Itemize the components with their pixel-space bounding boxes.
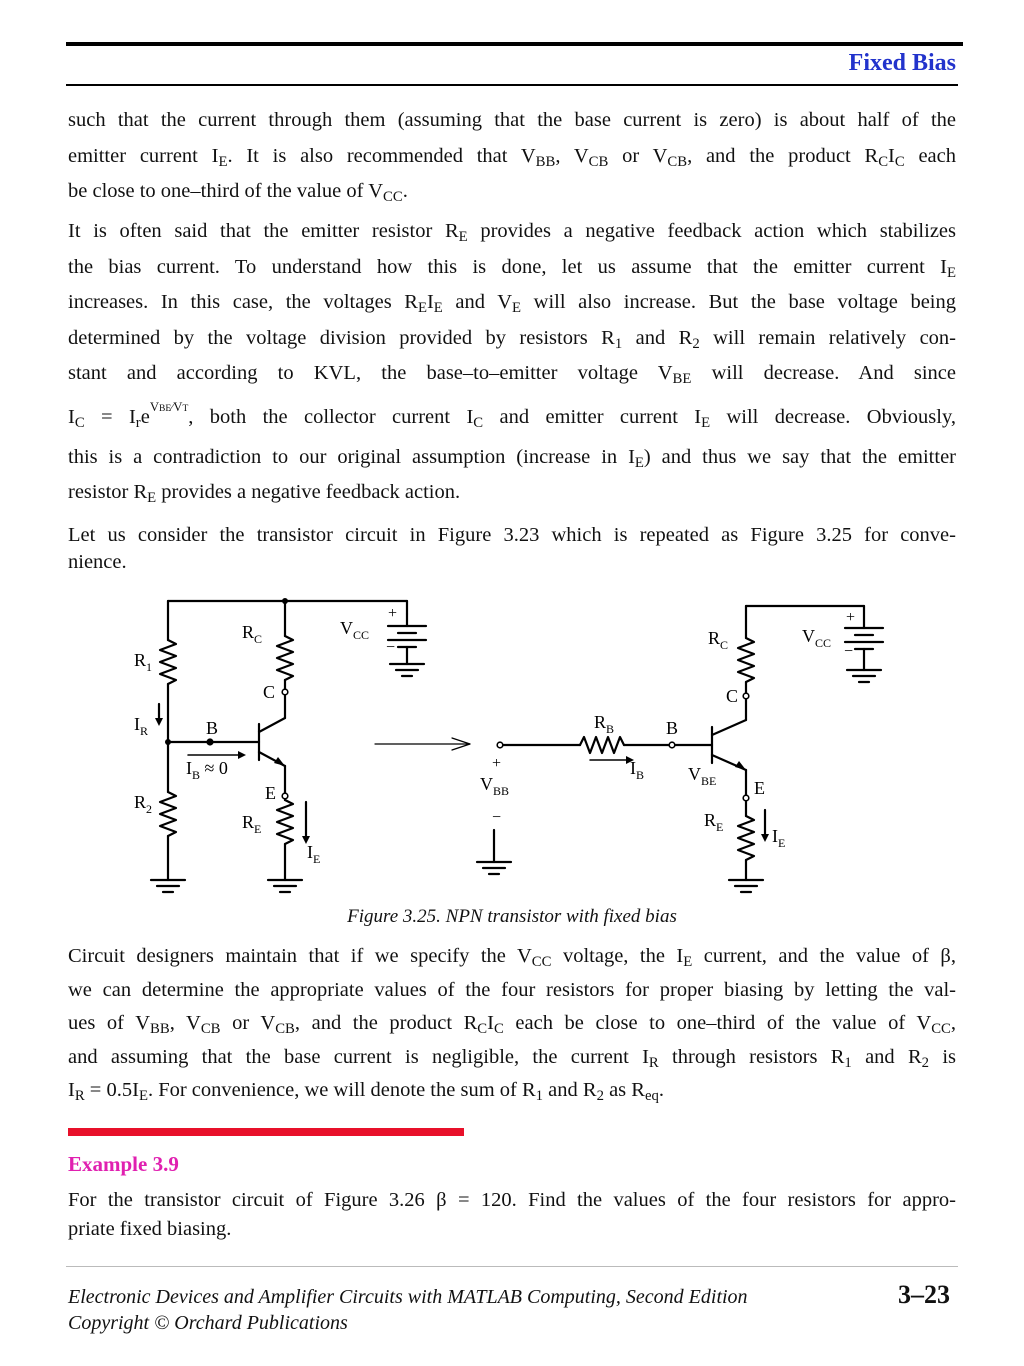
- label-r2: $R_2$: [134, 792, 153, 816]
- label-b-right: B: [666, 718, 679, 738]
- label-ie: $I_E$: [307, 842, 321, 866]
- label-ib: $I_B \approx 0$: [186, 758, 228, 782]
- svg-text:+: +: [846, 609, 856, 626]
- paragraph-continuation: such that the current through them (assuming that the base current is zero) is about half of the emitter current $I_E$. It is also recommended that $V_{BB}$, $V_{CB}$ or $V_{CB}$, and the product $R_CI_C$ each be close to one–third of the value of $V_{CC}$.: [68, 109, 957, 206]
- example-text: For the transistor circuit of Figure 3.26 β = 120. Find the values of the four resistors for appro- priate fixed biasing.: [68, 1189, 956, 1240]
- circuit-figure: [120, 592, 920, 896]
- footer-rule: [66, 1266, 958, 1267]
- footer-book-title: Electronic Devices and Amplifier Circuits with MATLAB Computing, Second Edition: [68, 1286, 748, 1308]
- label-r1: $R_1$: [134, 650, 153, 674]
- label-vbb: $V_{BB}$: [480, 774, 510, 798]
- svg-text:−: −: [386, 639, 396, 656]
- footer-copyright: Copyright © Orchard Publications: [68, 1312, 348, 1334]
- label-c-right: C: [726, 686, 739, 706]
- header-rule: [66, 84, 958, 86]
- label-ie-right: $I_E$: [772, 826, 786, 850]
- label-re-right: $R_E$: [704, 810, 724, 834]
- top-rule: [66, 42, 963, 46]
- example-title: Example 3.9: [68, 1152, 179, 1176]
- page-number: 3–23: [898, 1280, 950, 1309]
- example-divider-bar: [68, 1128, 464, 1136]
- paragraph-feedback-explanation: It is often said that the emitter resistor $R_E$ provides a negative feedback action which stabilizes the bias current. To understand how this is done, let us assume that the emitter current $I_E$ increases. In this case, the voltages $R_EI_E$ and $V_E$ will also increase. But the base voltage being determined by the voltage division provided by resistors $R_1$ and $R_2$ will remain relatively con- stant and according to KVL, the base–to–emitter voltage $V_{BE}$ will decrease. And since $I_C = I_re^{VBE⁄VT}$, both the collector current $I_C$ and emitter current $I_E$ will decrease. Obviously, this is a contradiction to our original assumption (increase in $I_E$) and thus we say that the emitter resistor $R_E$ provides a negative feedback action.: [68, 220, 956, 507]
- label-e: E: [265, 783, 276, 803]
- label-ib-right: $I_B$: [630, 758, 645, 782]
- label-rb: $R_B$: [594, 712, 615, 736]
- footer-book-info: [68, 1284, 748, 1336]
- label-vbe: $V_{BE}$: [688, 764, 717, 788]
- label-c: C: [263, 682, 276, 702]
- label-rc: $R_C$: [242, 622, 263, 646]
- label-ir: $I_R$: [134, 714, 149, 738]
- running-header-title: Fixed Bias: [848, 50, 956, 76]
- left-circuit-wiring: [151, 601, 426, 892]
- svg-text:−: −: [844, 643, 854, 660]
- svg-text:−: −: [492, 809, 502, 826]
- svg-text:+: +: [492, 755, 502, 772]
- svg-text:+: +: [388, 605, 398, 622]
- paragraph-design-method: Circuit designers maintain that if we specify the $V_{CC}$ voltage, the $I_E$ current, and the value of β, we can determine the appropriate values of the four resistors for proper biasing by letting the val- ues of $V_{BB}$, $V_{CB}$ or $V_{CB}$, and the product $R_CI_C$ each be close to one–third of the value of $V_{CC}$, and assuming that the base current is negligible, the current $I_R$ through resistors $R_1$ and $R_2$ is $I_R = 0.5I_E$. For convenience, we will denote the sum of $R_1$ and $R_2$ as $R_{eq}$.: [68, 945, 956, 1105]
- paragraph-figure-intro: Let us consider the transistor circuit in Figure 3.23 which is repeated as Figure 3.25 for conve- nience.: [68, 524, 956, 573]
- label-b: B: [206, 718, 219, 738]
- label-re: $R_E$: [242, 812, 262, 836]
- label-rc-right: $R_C$: [708, 628, 729, 652]
- figure-caption: Figure 3.25. NPN transistor with fixed bias: [347, 906, 677, 927]
- label-vcc: $V_{CC}$: [340, 618, 370, 642]
- label-e-right: E: [754, 778, 765, 798]
- label-vcc-right: $V_{CC}$: [802, 626, 832, 650]
